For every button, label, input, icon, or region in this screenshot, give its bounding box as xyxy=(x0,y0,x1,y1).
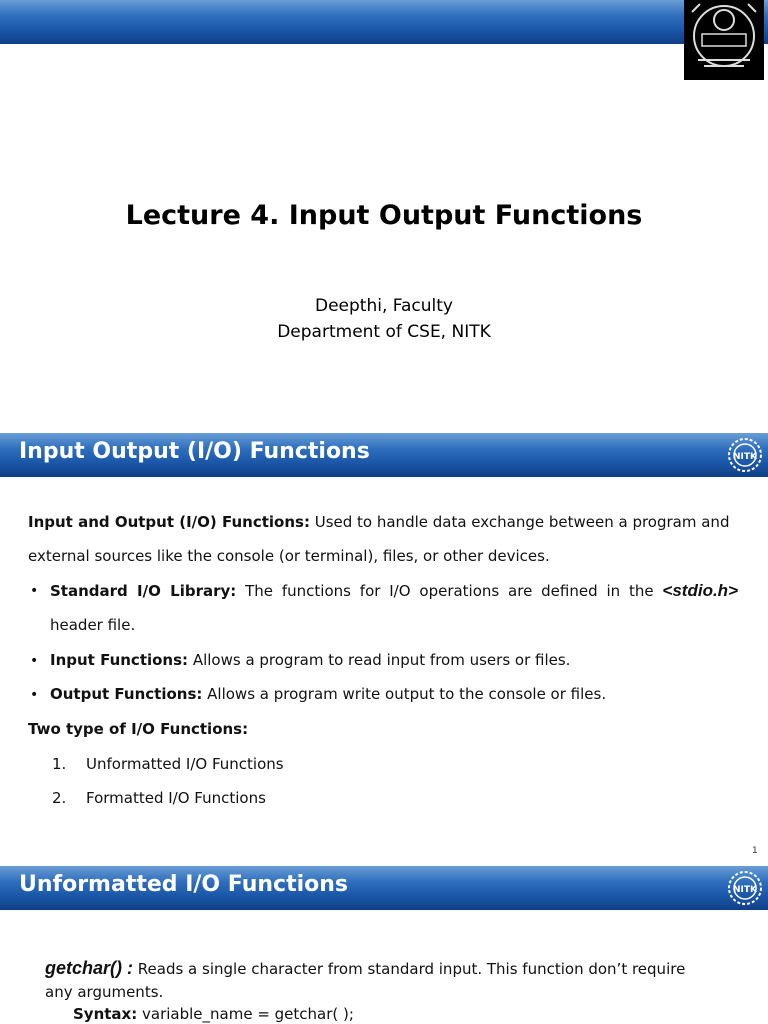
getchar-description-cont: any arguments. xyxy=(45,983,164,1001)
bullet-stdio-label: Standard I/O Library: xyxy=(50,582,237,600)
intro-paragraph xyxy=(28,513,738,531)
getchar-description xyxy=(45,958,745,979)
two-type-heading: Two type of I/O Functions: xyxy=(28,720,249,738)
intro-paragraph-line2: external sources like the console (or terminal), files, or other devices. xyxy=(28,547,550,565)
slide2-title: Input Output (I/O) Functions xyxy=(19,439,370,464)
slide3-header-bar xyxy=(0,866,768,910)
page-number: 1 xyxy=(752,846,758,856)
title-slide-top-bar xyxy=(0,0,768,44)
list-number: 1. xyxy=(52,755,67,773)
list-item-unformatted: Unformatted I/O Functions xyxy=(86,755,284,773)
department-name: Department of CSE, NITK xyxy=(277,322,491,342)
list-number: 2. xyxy=(52,789,67,807)
lecture-title: Lecture 4. Input Output Functions xyxy=(125,200,643,231)
intro-text: Used to handle data exchange between a program and xyxy=(309,513,730,531)
bullet-dot: • xyxy=(30,653,39,669)
bullet-dot: • xyxy=(30,687,39,703)
bullet-input-text: Allows a program to read input from users or files. xyxy=(188,651,571,669)
nitk-seal-icon xyxy=(726,436,764,479)
stdio-header-code: <stdio.h> xyxy=(662,581,738,600)
bullet-stdio-text: The functions for I/O operations are defined in the xyxy=(236,582,663,600)
bullet-stdio-cont: header file. xyxy=(50,616,136,634)
getchar-syntax xyxy=(73,1005,354,1023)
nitk-emblem-icon xyxy=(684,0,764,80)
getchar-desc-text: Reads a single character from standard input. This function don’t require xyxy=(133,960,686,978)
svg-text:NITK: NITK xyxy=(733,452,757,462)
slide2-header-bar xyxy=(0,433,768,477)
syntax-value: variable_name = getchar( ); xyxy=(137,1005,354,1023)
bullet-input-label: Input Functions: xyxy=(50,651,189,669)
bullet-dot: • xyxy=(30,583,39,599)
bullet-output-text: Allows a program write output to the console or files. xyxy=(202,685,607,703)
list-item-formatted: Formatted I/O Functions xyxy=(86,789,266,807)
intro-label: Input and Output (I/O) Functions: xyxy=(28,513,310,531)
bullet-input-functions xyxy=(50,651,738,669)
getchar-function-name: getchar() : xyxy=(45,958,134,978)
author-name: Deepthi, Faculty xyxy=(315,296,453,316)
syntax-label: Syntax: xyxy=(73,1005,138,1023)
slide3-title: Unformatted I/O Functions xyxy=(19,872,349,897)
bullet-stdio xyxy=(50,581,738,601)
nitk-seal-icon xyxy=(726,869,764,912)
svg-text:NITK: NITK xyxy=(733,885,757,895)
bullet-output-label: Output Functions: xyxy=(50,685,203,703)
bullet-output-functions xyxy=(50,685,738,703)
